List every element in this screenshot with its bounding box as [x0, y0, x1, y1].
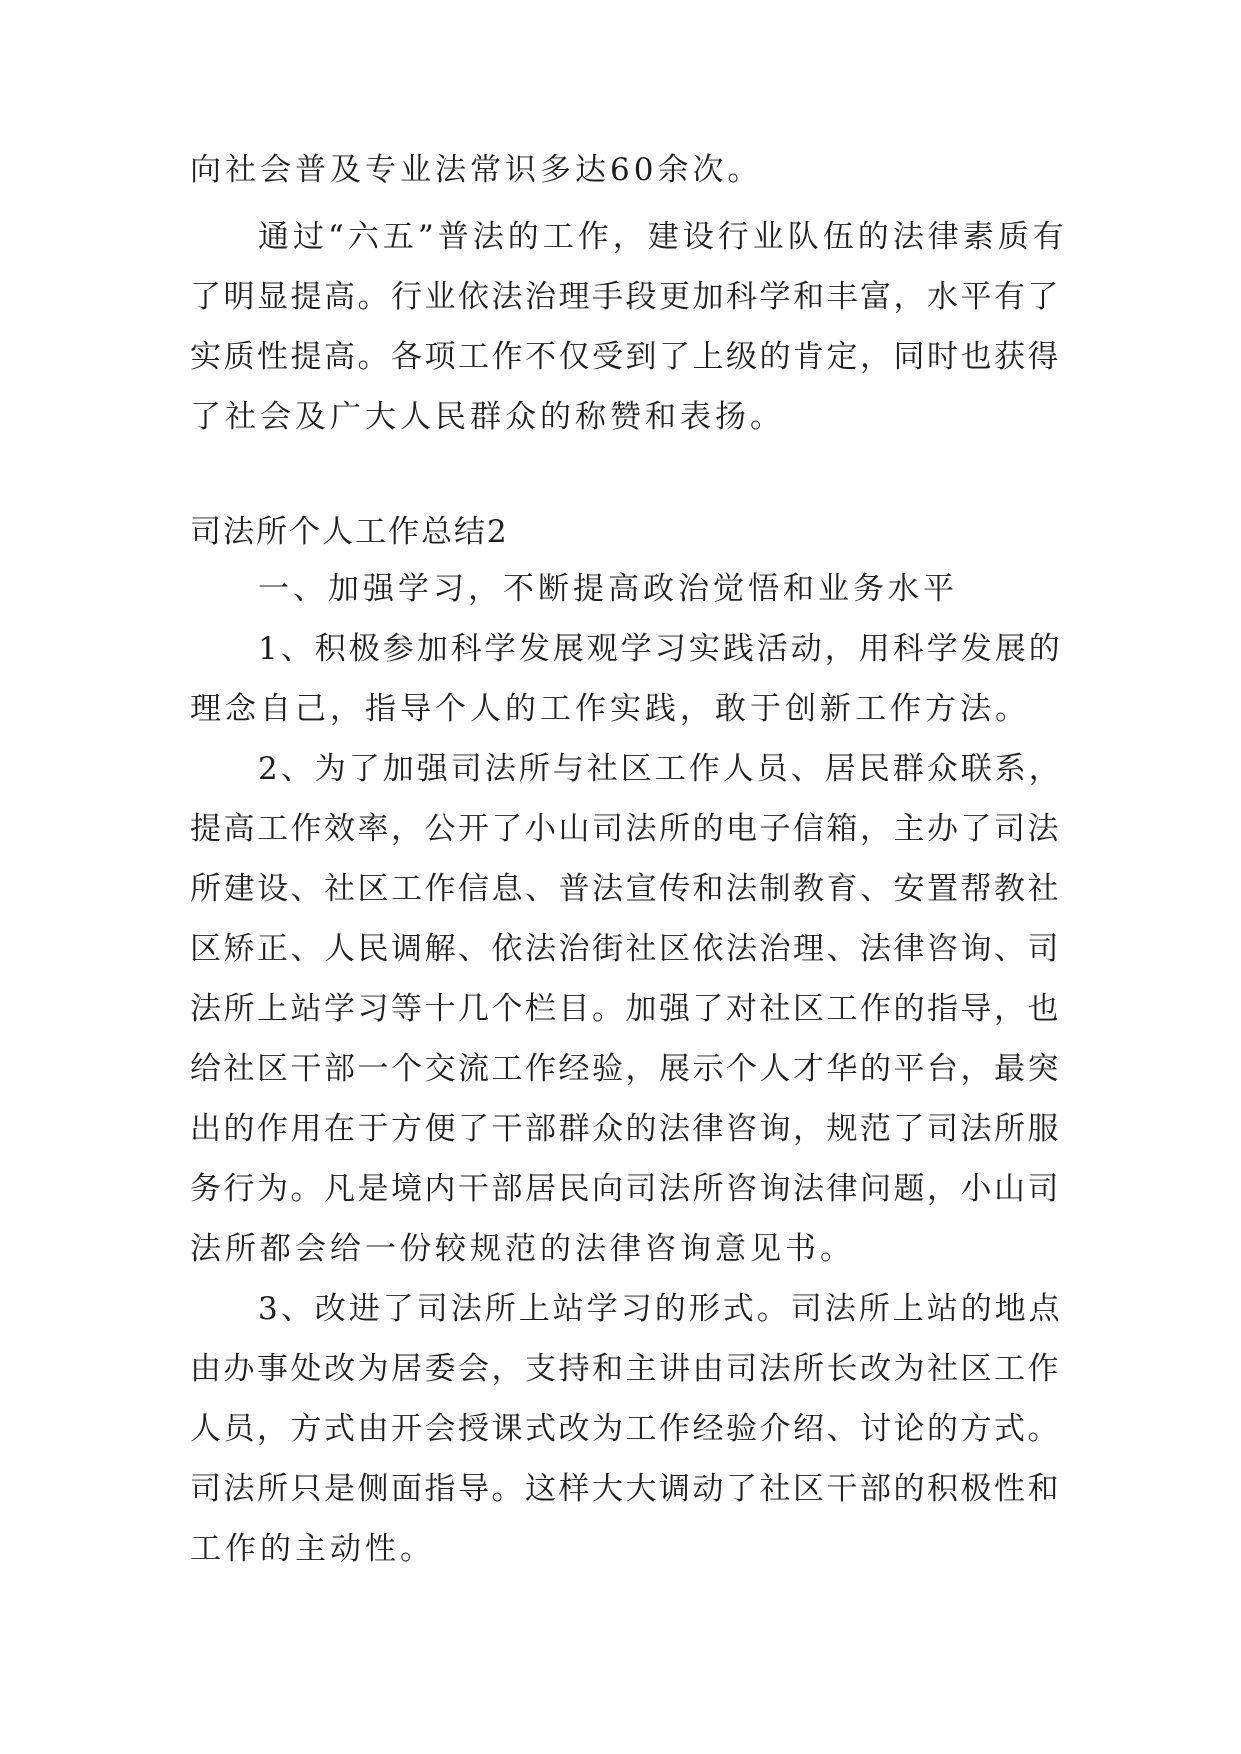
paragraph-line: 通过“六五”普法的工作，建设行业队伍的法律素质有 — [258, 219, 1068, 255]
paragraph-line: 了社会及广大人民群众的称赞和表扬。 — [190, 399, 785, 435]
paragraph-line: 人员，方式由开会授课式改为工作经验介绍、讨论的方式。 — [190, 1411, 1061, 1447]
paragraph-line: 由办事处改为居委会，支持和主讲由司法所长改为社区工作 — [190, 1351, 1061, 1387]
paragraph-line: 区矫正、人民调解、依法治街社区依法治理、法律咨询、司 — [190, 931, 1061, 967]
paragraph-line: 所建设、社区工作信息、普法宣传和法制教育、安置帮教社 — [190, 871, 1061, 907]
paragraph-line: 向社会普及专业法常识多达60余次。 — [190, 152, 763, 188]
paragraph-line: 法所上站学习等十几个栏目。加强了对社区工作的指导，也 — [190, 991, 1061, 1027]
paragraph-line: 1、积极参加科学发展观学习实践活动，用科学发展的 — [258, 631, 1063, 667]
paragraph-line: 法所都会给一份较规范的法律咨询意见书。 — [190, 1231, 855, 1267]
subheading-line: 一、加强学习，不断提高政治觉悟和业务水平 — [258, 571, 958, 607]
paragraph-line: 工作的主动性。 — [190, 1531, 435, 1567]
paragraph-line: 实质性提高。各项工作不仅受到了上级的肯定，同时也获得 — [190, 339, 1061, 375]
paragraph-line: 司法所只是侧面指导。这样大大调动了社区干部的积极性和 — [190, 1471, 1061, 1507]
paragraph-line: 务行为。凡是境内干部居民向司法所咨询法律问题，小山司 — [190, 1171, 1061, 1207]
paragraph-line: 出的作用在于方便了干部群众的法律咨询，规范了司法所服 — [190, 1111, 1061, 1147]
paragraph-line: 理念自己，指导个人的工作实践，敢于创新工作方法。 — [190, 691, 1030, 727]
section-heading: 司法所个人工作总结2 — [190, 514, 509, 550]
paragraph-line: 了明显提高。行业依法治理手段更加科学和丰富，水平有了 — [190, 279, 1061, 315]
paragraph-line: 2、为了加强司法所与社区工作人员、居民群众联系， — [258, 751, 1063, 787]
paragraph-line: 给社区干部一个交流工作经验，展示个人才华的平台，最突 — [190, 1051, 1061, 1087]
paragraph-line: 3、改进了司法所上站学习的形式。司法所上站的地点 — [258, 1291, 1063, 1327]
paragraph-line: 提高工作效率，公开了小山司法所的电子信箱，主办了司法 — [190, 811, 1061, 847]
